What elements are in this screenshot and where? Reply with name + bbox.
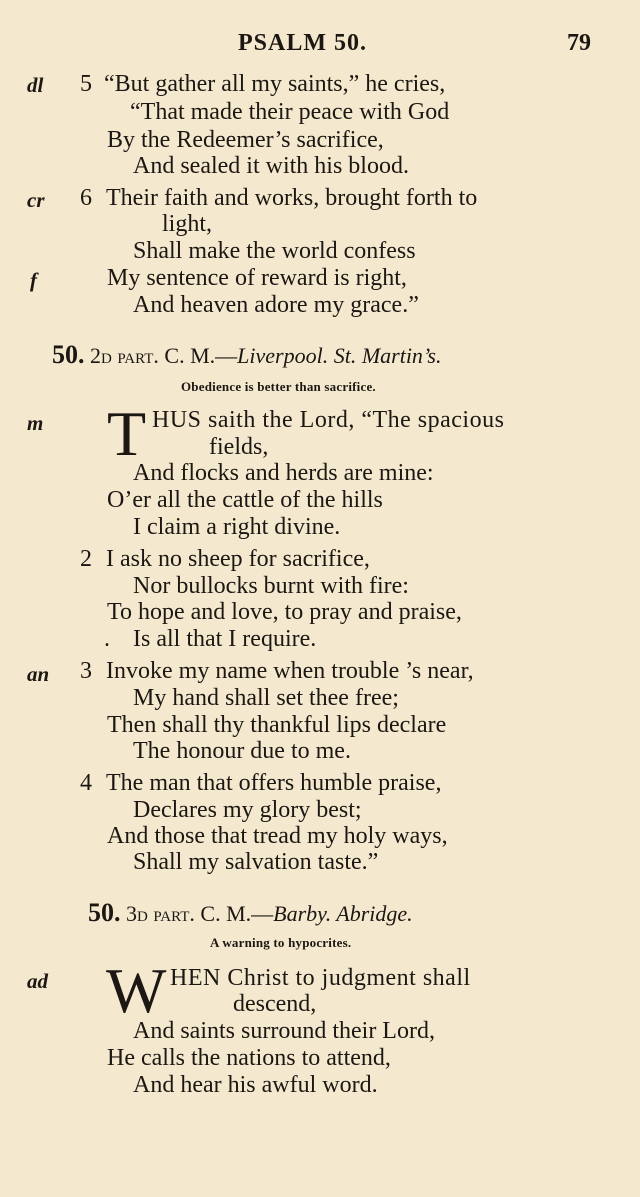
verse-number: 3 xyxy=(80,658,92,684)
dynamic-mark: cr xyxy=(27,188,45,212)
verse-line: Invoke my name when trouble ’s near, xyxy=(106,658,474,684)
dynamic-mark: an xyxy=(27,662,50,686)
verse-line: To hope and love, to pray and praise, xyxy=(107,599,462,625)
verse-line: And flocks and herds are mine: xyxy=(133,460,434,486)
drop-capital: T xyxy=(107,398,147,469)
running-header-title: PSALM 50. xyxy=(238,30,367,56)
verse-line: My hand shall set thee free; xyxy=(133,685,399,711)
verse-line: Shall make the world confess xyxy=(133,238,416,264)
verse-line: Declares my glory best; xyxy=(133,797,362,823)
verse-line: And hear his awful word. xyxy=(133,1072,378,1098)
psalm-number: 50. xyxy=(88,898,121,927)
section-subtitle: A warning to hypocrites. xyxy=(210,935,352,950)
verse-line: Their faith and works, brought forth to xyxy=(106,185,478,211)
verse-line: By the Redeemer’s sacrifice, xyxy=(107,127,384,153)
verse-line: And saints surround their Lord, xyxy=(133,1018,435,1044)
verse-line: And those that tread my holy ways, xyxy=(107,823,448,849)
tune-names: Liverpool. St. Martin’s. xyxy=(237,343,442,368)
section-heading xyxy=(88,898,413,928)
verse-number: 5 xyxy=(80,71,92,97)
dynamic-mark: ad xyxy=(27,969,48,993)
verse-line: fields, xyxy=(209,434,269,460)
verse-line: descend, xyxy=(233,991,317,1017)
verse-line: The man that offers humble praise, xyxy=(106,770,442,796)
verse-line: Shall my salvation taste.” xyxy=(133,849,379,875)
section-subtitle: Obedience is better than sacrifice. xyxy=(181,379,376,394)
stray-dot: . xyxy=(104,626,110,652)
tune-names: Barby. Abridge. xyxy=(273,901,413,926)
verse-line: HUS saith the Lord, “The spacious xyxy=(152,407,505,433)
verse-line: The honour due to me. xyxy=(133,738,351,764)
verse-line: I claim a right divine. xyxy=(133,514,341,540)
verse-line: O’er all the cattle of the hills xyxy=(107,487,383,513)
verse-number: 6 xyxy=(80,185,92,211)
meter-label: C. M.— xyxy=(164,343,238,368)
dynamic-mark: f xyxy=(30,268,37,292)
verse-line: Then shall thy thankful lips declare xyxy=(107,712,447,738)
meter-label: C. M.— xyxy=(200,901,274,926)
verse-line: Nor bullocks burnt with fire: xyxy=(133,573,409,599)
part-label: 2d part. xyxy=(90,343,159,368)
verse-line: And sealed it with his blood. xyxy=(133,153,409,179)
verse-line: My sentence of reward is right, xyxy=(107,265,407,291)
verse-line: light, xyxy=(162,211,213,237)
verse-line: HEN Christ to judgment shall xyxy=(170,965,471,991)
verse-line: And heaven adore my grace.” xyxy=(133,292,419,318)
psalm-number: 50. xyxy=(52,340,85,369)
verse-line: “That made their peace with God xyxy=(130,99,450,125)
verse-line: He calls the nations to attend, xyxy=(107,1045,391,1071)
verse-line: I ask no sheep for sacrifice, xyxy=(106,546,370,572)
verse-number: 4 xyxy=(80,770,92,796)
dynamic-mark: m xyxy=(27,411,44,435)
drop-capital: W xyxy=(106,955,167,1026)
page-number: 79 xyxy=(567,30,591,56)
dynamic-mark: dl xyxy=(27,73,44,97)
verse-number: 2 xyxy=(80,546,92,572)
part-label: 3d part. xyxy=(126,901,195,926)
verse-line: Is all that I require. xyxy=(133,626,317,652)
section-heading xyxy=(52,340,441,370)
verse-line: “But gather all my saints,” he cries, xyxy=(104,71,446,97)
